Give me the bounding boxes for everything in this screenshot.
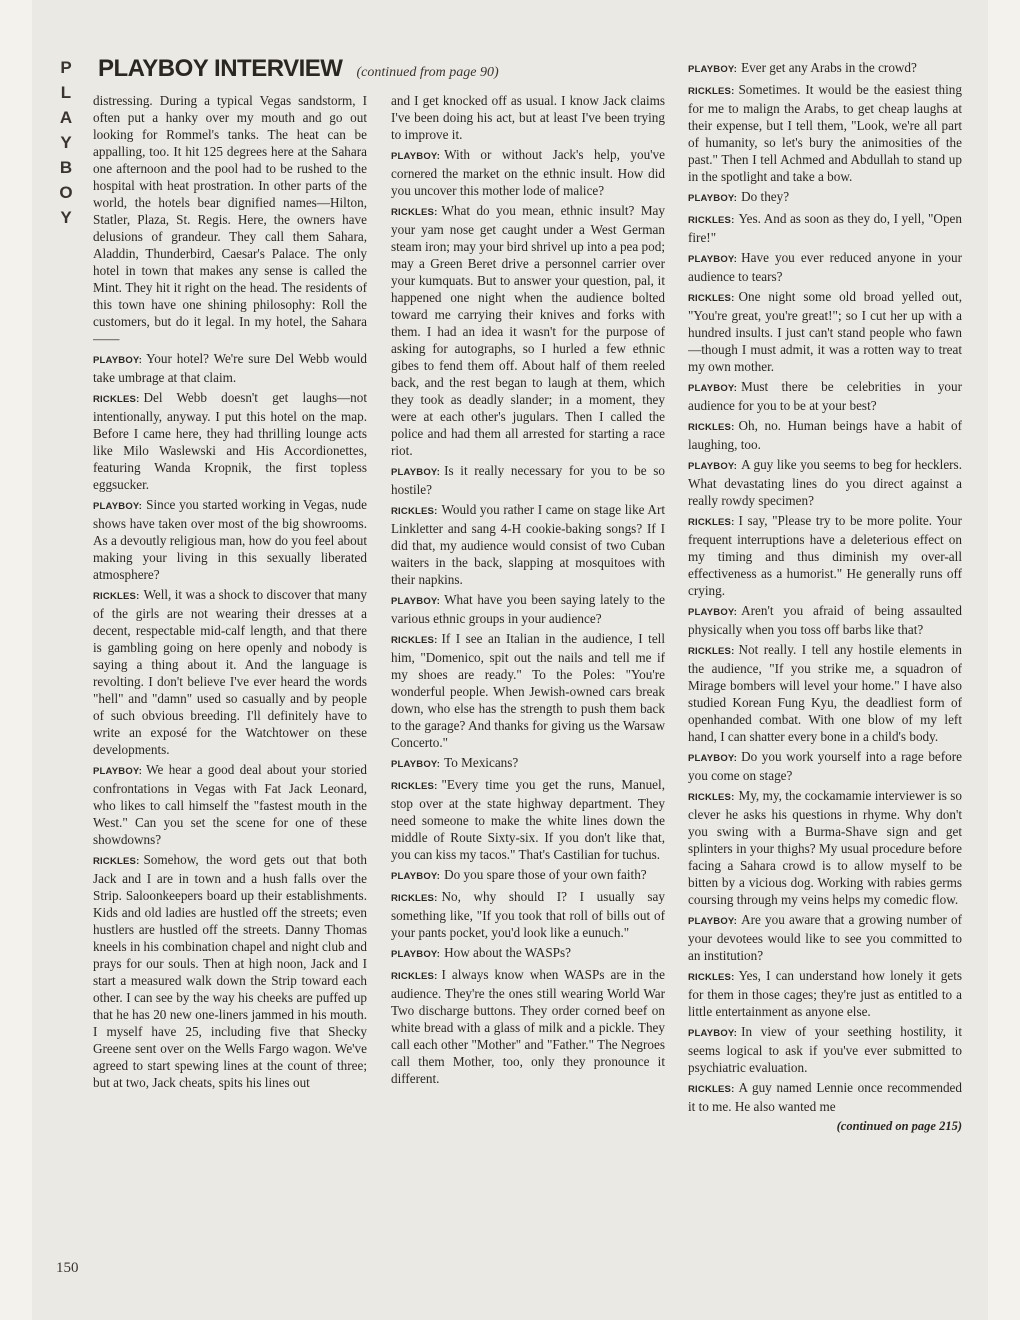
speaker-label: PLAYBOY: [391,596,441,607]
interview-paragraph [93,496,367,583]
interview-paragraph [688,748,962,784]
paragraph-text: I say, "Please try to be more polite. Your frequent interruptions have a deleterious effect on my timing and thus diminish my over-all effectiveness as a humorist." He generally runs off crying. [688,513,962,598]
paragraph-text: Do you spare those of your own faith? [444,867,647,882]
side-letter: A [59,108,73,127]
paragraph-text: Would you rather I came on stage like Art Linkletter and sang 4-H cookie-baking songs? If I did that, my audience would consist of two Cuban waiters in the back, slapping at mosquitoes with their napkins. [391,502,665,587]
speaker-label: RICKLES: [688,293,735,304]
paragraph-text: A guy named Lennie once recommended it to me. He also wanted me [688,1080,962,1114]
speaker-label: RICKLES: [391,635,438,646]
interview-paragraph [688,787,962,908]
interview-paragraph [391,591,665,627]
interview-paragraph [93,851,367,1091]
paragraph-text: "Every time you get the runs, Manuel, stop over at the state highway department. They need someone to make the white lines down the middle of Route Sixty-six. If you don't like that, you can kiss my tacos." That's Castilian for tuchus. [391,777,665,862]
continued-on: (continued on page 215) [836,1119,962,1133]
paragraph-text: Must there be celebrities in your audience for you to be at your best? [688,379,962,413]
interview-paragraph [688,641,962,745]
paragraph-text: Somehow, the word gets out that both Jack and I are in town and a hush falls over the Strip. Saloonkeepers board up their establishments. Kids and old ladies are hustled off the streets; even hustlers are hustled off the streets. Danny Thomas kneels in his combination chapel and night club and prays for our souls. Then at high noon, Jack and I start a measured walk down the Strip toward each other. I can see by the way his cheeks are puffed up that he has 20 new one-liners jammed in his mouth. I myself have 25, including five that Shecky Greene sent over on the Wells Fargo wagon. We've agreed to start spewing lines at the count of three; but at two, Jack cheats, spits his lines out [93,852,367,1090]
speaker-label: RICKLES: [93,394,140,405]
speaker-label: PLAYBOY: [688,64,738,75]
speaker-label: RICKLES: [391,971,438,982]
side-letter: O [59,183,73,202]
interview-paragraph [688,417,962,453]
speaker-label: RICKLES: [391,781,438,792]
interview-paragraph [688,81,962,185]
speaker-label: RICKLES: [93,591,140,602]
speaker-label: PLAYBOY: [688,1028,738,1039]
speaker-label: PLAYBOY: [391,759,441,770]
paragraph-text: In view of your seething hostility, it seems logical to ask if you've ever submitted to psychiatric evaluation. [688,1024,962,1075]
article-header [98,55,678,83]
interview-paragraph [688,456,962,509]
interview-paragraph [93,586,367,758]
interview-paragraph [688,512,962,599]
speaker-label: PLAYBOY: [688,254,738,265]
speaker-label: PLAYBOY: [93,355,143,366]
paragraph-text: Not really. I tell any hostile elements in the audience, "If you strike me, a squadron of Mirage bombers will level your home." I have also studied Korean Fung Kyu, the deadliest form of openhanded combat. With one blow of my left hand, I can shatter every bone in a child's body. [688,642,962,744]
paragraph-text: Are you aware that a growing number of your devotees would like to see you committed to an institution? [688,912,962,963]
speaker-label: RICKLES: [688,517,735,528]
paragraph-text: and I get knocked off as usual. I know Jack claims I've been doing his act, but at least I've been trying to improve it. [391,93,665,142]
interview-paragraph [391,501,665,588]
speaker-label: PLAYBOY: [391,467,441,478]
interview-paragraph [391,944,665,963]
paragraph-text: How about the WASPs? [444,945,571,960]
paragraph-text: Del Webb doesn't get laughs—not intentionally, anyway. I put this hotel on the map. Before I came here, they had thrilling lounge acts like Milo Waslewski and His Accordionettes, featuring Wanda Kropnik, the first topless eggsucker. [93,390,367,492]
paragraph-text: Since you started working in Vegas, nude shows have taken over most of the big showrooms. As a devoutly religious man, how do you feel about making your living in this sexually liberated atmosphere? [93,497,367,582]
interview-paragraph [391,966,665,1087]
interview-paragraph [391,462,665,498]
speaker-label: RICKLES: [391,207,438,218]
interview-paragraph [688,59,962,78]
interview-paragraph [688,378,962,414]
interview-paragraph [688,210,962,246]
paragraph-text: If I see an Italian in the audience, I tell him, "Domenico, spit out the nails and tell me if my shoes are ready." To the Poles: "You're wonderful people. When Jewish-owned cars break down, who else has the strength to push them back to the garage? And thanks for giving us the Warsaw Concerto." [391,631,665,750]
speaker-label: PLAYBOY: [688,916,738,927]
speaker-label: RICKLES: [391,506,438,517]
side-letter: Y [60,133,72,152]
side-letter: P [60,58,72,77]
page-number: 150 [56,1260,79,1276]
speaker-label: RICKLES: [688,215,735,226]
interview-paragraph [688,288,962,375]
side-letter: Y [60,208,72,227]
interview-paragraph [93,92,367,347]
paragraph-text: Ever get any Arabs in the crowd? [741,60,917,75]
article-title: PLAYBOY INTERVIEW [98,55,343,82]
interview-paragraph [391,754,665,773]
paragraph-text: What do you mean, ethnic insult? May your yam nose get caught under a West German steam iron; may your bird shrivel up into a pea pod; may a Green Beret drive a personnel carrier over your kumquats. But to answer your question, pal, it happened one night when the audience bolted toward me carrying their knives and forks with them. I had an idea it wasn't for the purpose of asking for autographs, so I hurled a few ethnic gibes to fend them off. About half of them reeled back, and the rest began to laugh at them, which they took as deadly slander; in a moment, they were at each other's jugulars. Then I called the police and had them all arrested for starting a race riot. [391,203,665,458]
paragraph-text: Sometimes. It would be the easiest thing for me to malign the Arabs, to get cheap laughs at their expense, but I tell them, "Look, we're all part of humanity, so let's bury the animosities of the past." Then I tell Achmed and Abdullah to stand up in the spotlight and take a bow. [688,82,962,184]
interview-paragraph [93,389,367,493]
paragraph-text: Have you ever reduced anyone in your audience to tears? [688,250,962,284]
paragraph-text: No, why should I? I usually say something like, "If you took that roll of bills out of your pants pocket, you'd look like a eunuch." [391,889,665,940]
interview-paragraph [688,249,962,285]
interview-paragraph [391,146,665,199]
text-column-2 [391,92,665,1282]
side-label [56,55,76,230]
speaker-label: RICKLES: [688,422,735,433]
paragraph-text: What have you been saying lately to the various ethnic groups in your audience? [391,592,665,626]
paragraph-text: Well, it was a shock to discover that many of the girls are not wearing their dresses at a decent, respectable mid-calf length, and that there is gambling going on here openly and nobody is saying a thing about it. And the language is revolting. I don't believe I've ever heard the words "hell" and "damn" used so casually and by people of such obvious breeding. I'll definitely have to write an exposé for the Watchtower on these developments. [93,587,367,757]
interview-paragraph [391,92,665,143]
interview-paragraph [688,188,962,207]
text-column-1 [93,92,367,1282]
paragraph-text: One night some old broad yelled out, "You're great, you're great!"; so I cut her up with a hundred insults. I just can't stand people who fawn—though I must admit, it was a rotten way to treat my own mother. [688,289,962,374]
interview-paragraph [688,1023,962,1076]
interview-paragraph [391,776,665,863]
interview-paragraph [391,630,665,751]
speaker-label: RICKLES: [688,86,735,97]
paragraph-text: I always know when WASPs are in the audience. They're the ones still wearing World War Two discharge buttons. They order corned beef on white bread with a glass of milk and a pickle. They call each other "Mother" and "Father." The Negroes call them Mother, too, only they pronounce it different. [391,967,665,1086]
paragraph-text: Aren't you afraid of being assaulted physically when you toss off barbs like that? [688,603,962,637]
speaker-label: RICKLES: [688,646,735,657]
speaker-label: PLAYBOY: [93,766,143,777]
interview-paragraph [93,761,367,848]
paragraph-text: We hear a good deal about your storied confrontations in Vegas with Fat Jack Leonard, who likes to call himself the "fastest mouth in the West." Can you set the scene for one of these showdowns? [93,762,367,847]
speaker-label: PLAYBOY: [688,193,738,204]
speaker-label: PLAYBOY: [391,871,441,882]
paragraph-text: With or without Jack's help, you've cornered the market on the ethnic insult. How did you uncover this mother lode of malice? [391,147,665,198]
paragraph-text: Oh, no. Human beings have a habit of laughing, too. [688,418,962,452]
paragraph-text: Do you work yourself into a rage before you come on stage? [688,749,962,783]
paragraph-text: Is it really necessary for you to be so hostile? [391,463,665,497]
speaker-label: PLAYBOY: [391,151,441,162]
interview-paragraph [391,202,665,459]
speaker-label: PLAYBOY: [688,383,738,394]
speaker-label: RICKLES: [391,893,438,904]
text-column-3 [688,59,962,1281]
side-letter: L [60,83,72,102]
paragraph-text: Your hotel? We're sure Del Webb would take umbrage at that claim. [93,351,367,385]
interview-paragraph [688,602,962,638]
interview-paragraph [688,967,962,1020]
interview-paragraph [93,350,367,386]
continued-from: (continued from page 90) [356,65,499,80]
speaker-label: RICKLES: [93,856,140,867]
interview-paragraph [391,866,665,885]
side-letter: B [59,158,73,177]
paragraph-text: Yes. And as soon as they do, I yell, "Open fire!" [688,211,962,245]
speaker-label: PLAYBOY: [688,461,738,472]
paragraph-text: Do they? [741,189,790,204]
paragraph-text: A guy like you seems to beg for hecklers. What devastating lines do you direct against a really rowdy specimen? [688,457,962,508]
speaker-label: RICKLES: [688,792,735,803]
speaker-label: PLAYBOY: [688,753,738,764]
paragraph-text: distressing. During a typical Vegas sandstorm, I often put a hanky over my mouth and go out looking for Rommel's tanks. The heat can be appalling, too. It hit 125 degrees here at the Sahara one afternoon and the pool had to be rushed to the hospital with heat prostration. In other parts of the world, the hotels bear dignified names—Hilton, Statler, Plaza, St. Regis. Here, the owners have delusions of grandeur. They call them Sahara, Aladdin, Thunderbird, Caesar's Palace. The only hotel in town that makes any sense is called the Mint. They hit it right on the head. The residents of this town have one shining philosophy: Roll the customers, but do it legal. In my hotel, the Sahara—— [93,93,367,346]
paragraph-text: My, my, the cockamamie interviewer is so clever he asks his questions in rhyme. Why don't you swing with a Burma-Shave sign and get splinters in your thighs? My usual procedure before facing a Sahara crowd is to allow myself to be bitten by a vicious dog. Working with rabies germs coursing through my veins helps my comedic flow. [688,788,962,907]
paragraph-text: To Mexicans? [444,755,519,770]
speaker-label: RICKLES: [688,972,735,983]
paragraph-text: Yes, I can understand how lonely it gets for them in those cages; they're just as entitled to a little entertainment as anyone else. [688,968,962,1019]
interview-paragraph [688,911,962,964]
speaker-label: RICKLES: [688,1084,735,1095]
speaker-label: PLAYBOY: [391,949,441,960]
speaker-label: PLAYBOY: [93,501,143,512]
interview-paragraph [391,888,665,941]
interview-paragraph [688,1079,962,1115]
speaker-label: PLAYBOY: [688,607,738,618]
